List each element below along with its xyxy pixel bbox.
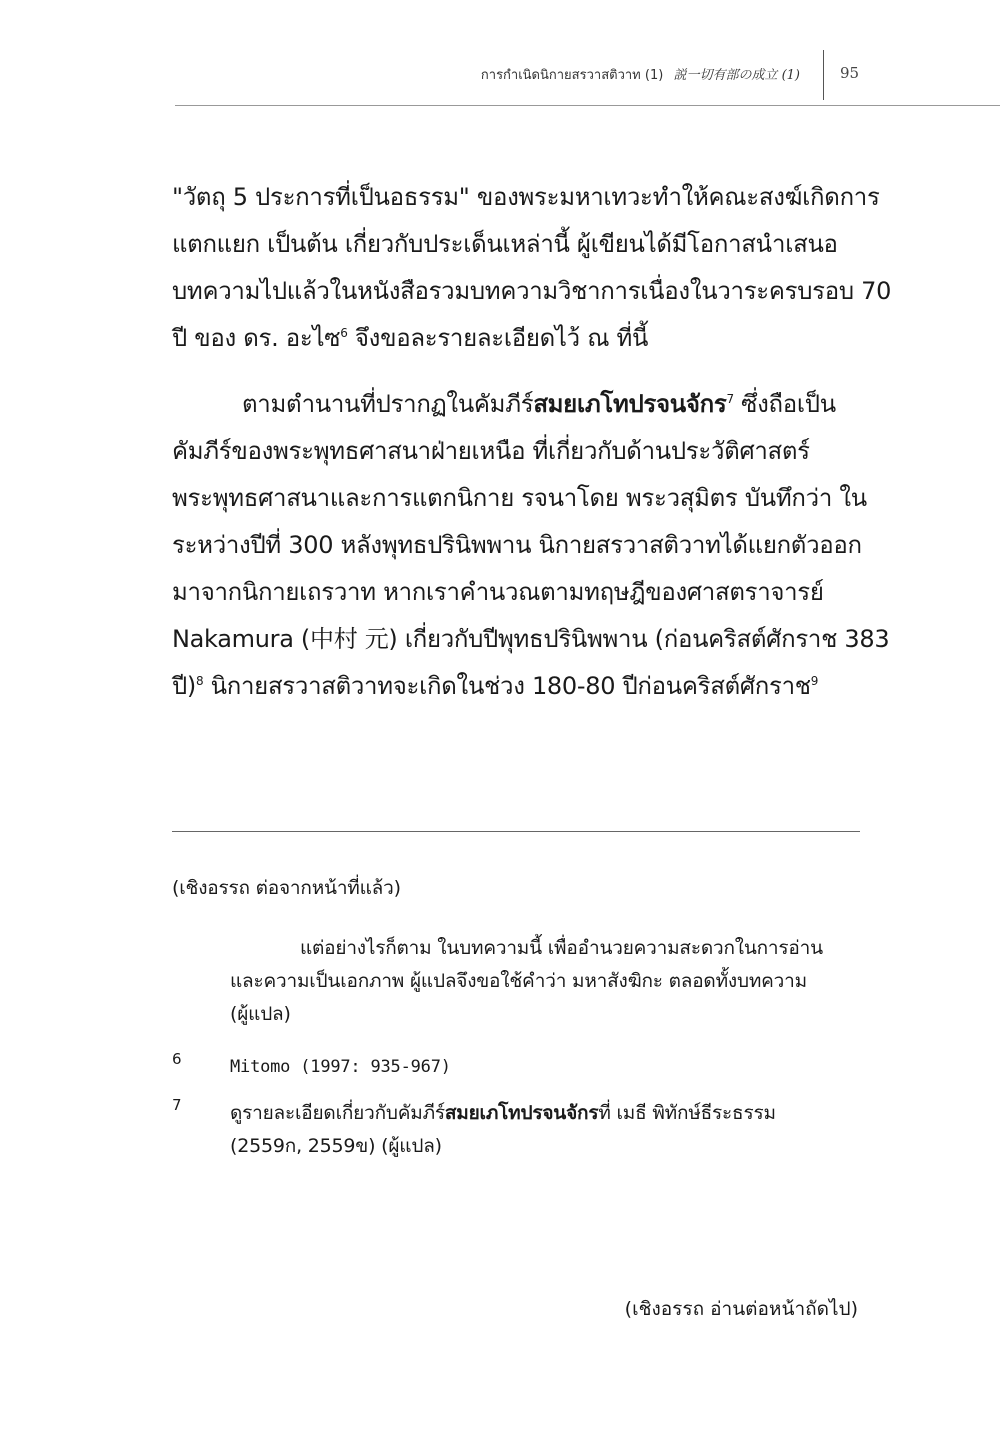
footnote-line: แต่อย่างไรก็ตาม ในบทความนี้ เพื่ออำนวยความสะดวกในการอ่าน (300, 937, 823, 959)
footnote-ref-8[interactable]: 8 (196, 674, 204, 688)
text-line (172, 663, 860, 710)
footnote-continued-next: (เชิงอรรถ อ่านต่อหน้าถัดไป) (624, 1298, 858, 1320)
text-segment: ซึ่งถือเป็น (733, 390, 836, 418)
footnote-continued (172, 932, 860, 1031)
footnote-ref-7[interactable]: 7 (726, 392, 734, 406)
text-line (172, 315, 860, 362)
text-segment: ดูรายละเอียดเกี่ยวกับคัมภีร์ (230, 1102, 445, 1124)
text-line: แตกแยก เป็นต้น เกี่ยวกับประเด็นเหล่านี้ ผู้เขียนได้มีโอกาสนำเสนอ (172, 230, 838, 258)
footnote-6 (172, 1051, 860, 1084)
footnote-rule (172, 831, 860, 832)
text-segment: ตามตำนานที่ปรากฏในคัมภีร์ (242, 390, 534, 418)
footnote-ref-6[interactable]: 6 (340, 326, 348, 340)
footnote-line (230, 1097, 860, 1130)
text-segment: นิกายสรวาสติวาทจะเกิดในช่วง 180-80 ปีก่อนคริสต์ศักราช (203, 672, 811, 700)
text-line (172, 381, 860, 428)
footnote-line: และความเป็นเอกภาพ ผู้แปลจึงขอใช้คำว่า มหาสังฆิกะ ตลอดทั้งบทความ (230, 970, 807, 992)
scripture-title: สมยเภโทปรจนจักร (533, 390, 727, 418)
text-segment: ปี ของ ดร. อะไซ (172, 324, 341, 352)
text-segment: จึงขอละรายละเอียดไว้ ณ ที่นี้ (354, 324, 649, 352)
running-title-thai: การกำเนิดนิกายสรวาสติวาท (1) (480, 68, 664, 83)
footnote-number: 6 (172, 1050, 182, 1068)
text-line: บทความไปแล้วในหนังสือรวมบทความวิชาการเนื่องในวาระครบรอบ 70 (172, 277, 892, 305)
text-line: คัมภีร์ของพระพุทธศาสนาฝ่ายเหนือ ที่เกี่ยวกับด้านประวัติศาสตร์ (172, 437, 810, 465)
footnote-line: (2559ก, 2559ข) (ผู้แปล) (230, 1135, 442, 1157)
paragraph-2 (172, 381, 890, 710)
footnote-continued-label: (เชิงอรรถ ต่อจากหน้าที่แล้ว) (172, 877, 401, 899)
footnote-ref-9[interactable]: 9 (810, 674, 819, 688)
page-number: 95 (840, 64, 860, 82)
paragraph-1 (172, 174, 892, 362)
text-segment: ปี) (172, 672, 196, 700)
text-line: มาจากนิกายเถรวาท หากเราคำนวณตามทฤษฎีของศาสตราจารย์ (172, 578, 824, 606)
header-rule (175, 105, 1000, 106)
running-head (481, 64, 800, 85)
body-text (172, 174, 892, 710)
footnote-7 (172, 1097, 860, 1163)
scripture-title: สมยเภโทปรจนจักร (444, 1102, 599, 1124)
text-line: Nakamura (中村 元) เกี่ยวกับปีพุทธปรินิพพาน (ก่อนคริสต์ศักราช 383 (172, 625, 890, 653)
text-line: "วัตถุ 5 ประการที่เป็นอธรรม" ของพระมหาเทวะทำให้คณะสงฆ์เกิดการ (172, 183, 880, 211)
footnote-line: (ผู้แปล) (230, 1003, 291, 1025)
footnote-text: Mitomo (1997: 935-967) (230, 1057, 451, 1077)
footnote-number: 7 (172, 1096, 182, 1114)
text-line: พระพุทธศาสนาและการแตกนิกาย รจนาโดย พระวสุมิตร บันทึกว่า ใน (172, 484, 867, 512)
running-title-japanese: 説一切有部の成立 (1) (673, 68, 800, 83)
footnotes (172, 872, 860, 1163)
text-line: ระหว่างปีที่ 300 หลังพุทธปรินิพพาน นิกายสรวาสติวาทได้แยกตัวออก (172, 531, 862, 559)
text-segment: ที่ เมธี พิทักษ์ธีระธรรม (598, 1102, 776, 1124)
header-divider (823, 50, 824, 100)
page-header (0, 0, 1000, 106)
